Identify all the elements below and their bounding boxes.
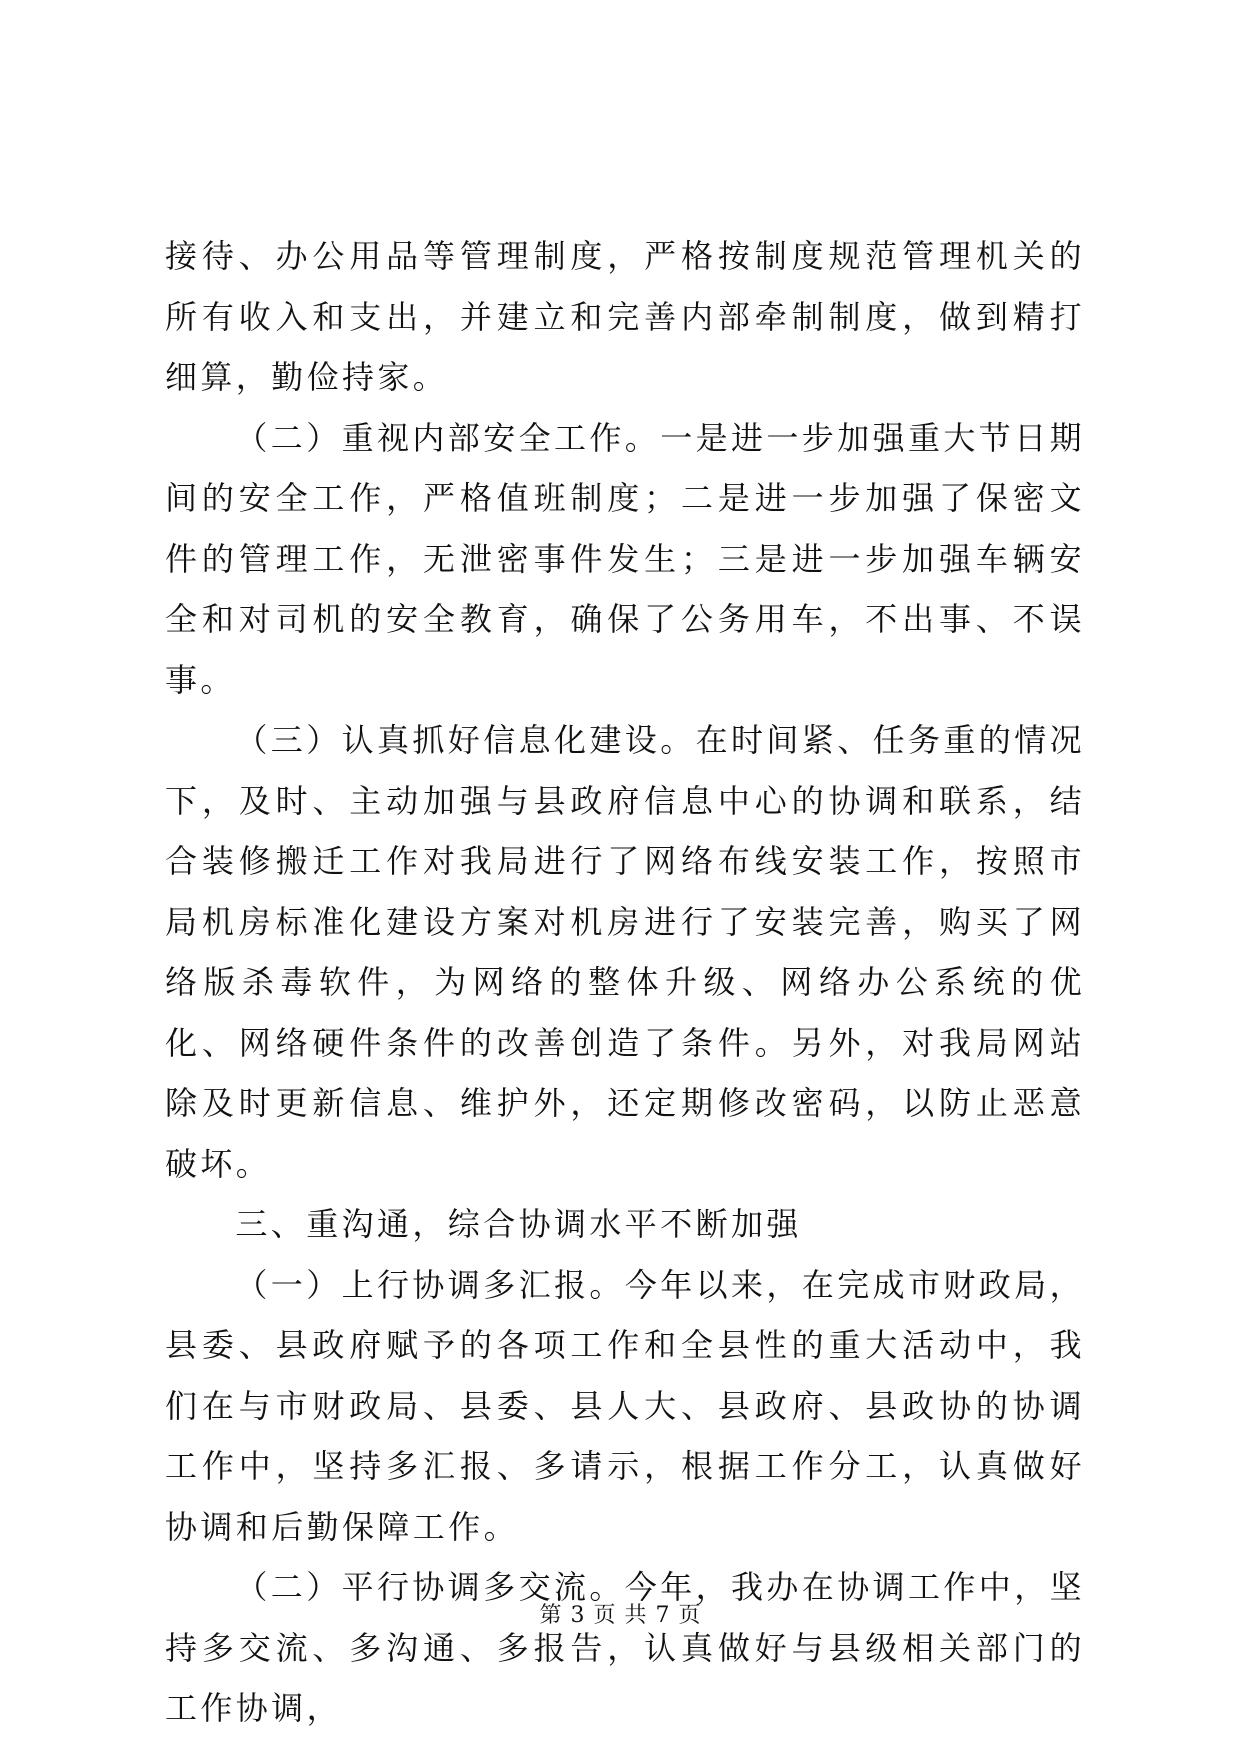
page-number-footer: 第 3 页 共 7 页: [539, 1603, 702, 1628]
section-heading: 三、重沟通，综合协调水平不断加强: [235, 1205, 802, 1243]
paragraph-3: （三）认真抓好信息化建设。在时间紧、任务重的情况下，及时、主动加强与县政府信息中心的协调和联系，结合装修搬迁工作对我局进行了网络布线安装工作，按照市局机房标准化建设方案对机房进行了安装完善，购买了网络版杀毒软件，为网络的整体升级、网络办公系统的优化、网络硬件条件的改善创造了条件。另外，对我局网站除及时更新信息、维护外，还定期修改密码，以防止恶意破坏。: [165, 721, 1085, 1183]
paragraph-2: （二）重视内部安全工作。一是进一步加强重大节日期间的安全工作，严格值班制度；二是进一步加强了保密文件的管理工作，无泄密事件发生；三是进一步加强车辆安全和对司机的安全教育，确保了公务用车，不出事、不误事。: [165, 418, 1085, 699]
paragraph-5: （二）平行协调多交流。今年，我办在协调工作中，坚持多交流、多沟通、多报告，认真做好与县级相关部门的工作协调，: [165, 1568, 1085, 1727]
document-body: [165, 226, 1085, 1739]
paragraph-4: （一）上行协调多汇报。今年以来，在完成市财政局，县委、县政府赋予的各项工作和全县性的重大活动中，我们在与市财政局、县委、县人大、县政府、县政协的协调工作中，坚持多汇报、多请示，根据工作分工，认真做好协调和后勤保障工作。: [165, 1265, 1085, 1546]
paragraph-1: 接待、办公用品等管理制度，严格按制度规范管理机关的所有收入和支出，并建立和完善内部牵制制度，做到精打细算，勤俭持家。: [165, 237, 1085, 396]
